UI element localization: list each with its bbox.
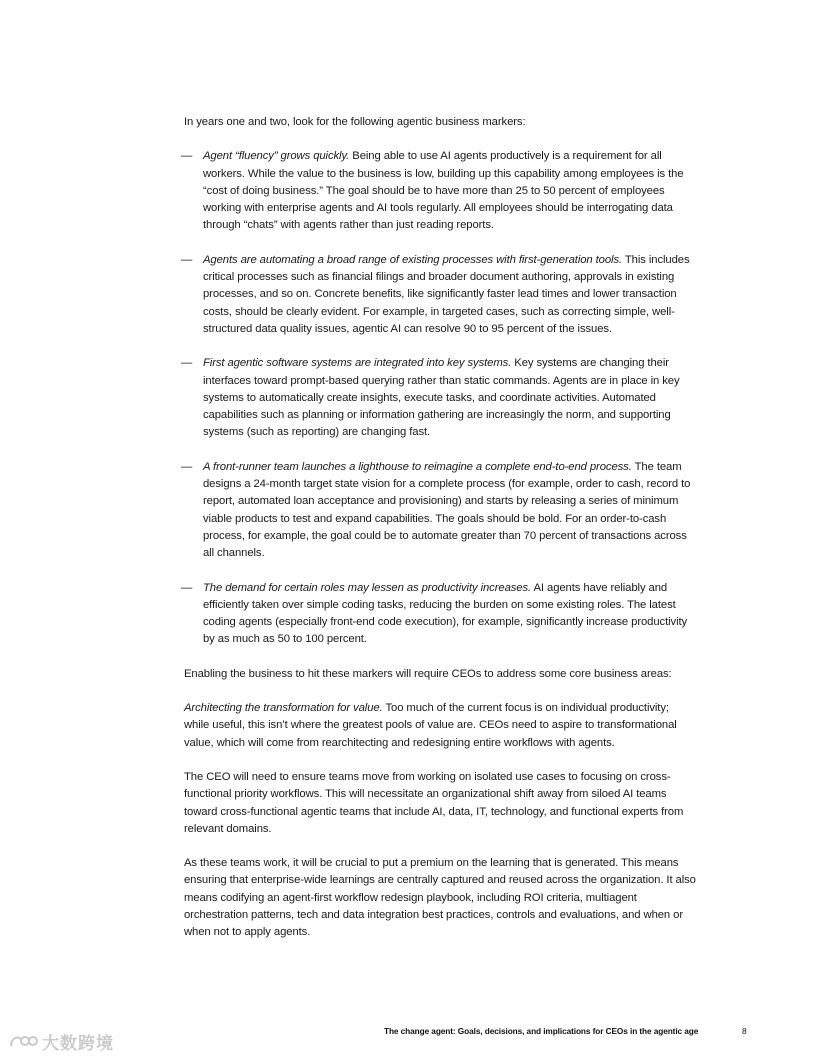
marker-item: [181, 459, 696, 563]
watermark-text: 大数跨境: [42, 1034, 114, 1053]
marker-body: Key systems are changing their interfaces toward prompt-based querying rather than static commands. Agents are in place in key systems to automatically create insights, execute tasks, and coordinate activities. Automated capabilities such as planning or information gathering are increasingly the norm, and supporting systems (such as reporting) are changing fast.: [203, 357, 680, 439]
ceo-paragraph: The CEO will need to ensure teams move from working on isolated use cases to focusing on cross-functional priority workflows. This will necessitate an organizational shift away from siloed AI teams toward cross-functional agentic teams that include AI, data, IT, technology, and functional experts from relevant domains.: [184, 770, 684, 835]
marker-item: [181, 148, 696, 234]
page-number: 8: [742, 1026, 747, 1036]
marker-lead: The demand for certain roles may lessen as productivity increases.: [203, 581, 532, 594]
dash-bullet: —: [181, 357, 193, 370]
marker-lead: A front-runner team launches a lighthouse to reimagine a complete end-to-end process.: [203, 460, 632, 473]
footer-title: The change agent: Goals, decisions, and implications for CEOs in the agentic age: [384, 1026, 699, 1036]
dash-bullet: —: [181, 150, 193, 163]
marker-body: AI agents have reliably and efficiently taken over simple coding tasks, reducing the burden on some existing roles. The latest coding agents (especially front-end code execution), for example, significantly increase productivity by as much as 50 to 100 percent.: [203, 581, 688, 646]
marker-lead: Agent “fluency” grows quickly.: [203, 150, 350, 163]
architecting-paragraph: [184, 700, 696, 752]
marker-item: [181, 355, 696, 441]
marker-lead: Agents are automating a broad range of existing processes with first-generation tools.: [203, 253, 623, 266]
dash-bullet: —: [181, 460, 193, 473]
marker-body: This includes critical processes such as financial filings and broader document authoring, approvals in existing processes, and so on. Concrete benefits, like significantly faster lead times and lower transaction costs, should be clearly evident. For example, in targeted cases, such as correcting simple, well-structured data quality issues, agentic AI can resolve 90 to 95 percent of the issues.: [203, 253, 690, 335]
intro-paragraph: In years one and two, look for the following agentic business markers:: [184, 116, 526, 128]
marker-body: Being able to use AI agents productively is a requirement for all workers. While the value to the business is low, building up this capability among employees is the “cost of doing business.” The goal should be to have more than 25 to 50 percent of employees working with enterprise agents and AI tools regularly. All employees should be interrogating data through “chats” with agents rather than just reading reports.: [203, 150, 684, 232]
dash-bullet: —: [181, 581, 193, 594]
marker-lead: First agentic software systems are integrated into key systems.: [203, 357, 512, 370]
architecting-body: Too much of the current focus is on individual productivity; while useful, this isn’t where the greatest pools of value are. CEOs need to aspire to transformational value, which will come from rearchitecting and redesigning entire workflows with agents.: [184, 702, 677, 749]
document-body: [181, 114, 696, 942]
watermark-logo-icon: [8, 1032, 38, 1052]
marker-body: The team designs a 24-month target state vision for a complete process (for example, order to cash, record to report, automated loan acceptance and provisioning) and starts by releasing a series of minimum viable products to test and expand capabilities. The goals should be bold. For an order-to-cash process, for example, the goal could be to automate greater than 70 percent of transactions across all channels.: [203, 460, 691, 560]
architecting-lead: Architecting the transformation for value.: [184, 702, 383, 715]
marker-item: [181, 252, 696, 338]
dash-bullet: —: [181, 253, 193, 266]
teams-paragraph: As these teams work, it will be crucial to put a premium on the learning that is generated. This means ensuring that enterprise-wide learnings are centrally captured and reused across the organization. It also means codifying an agent-first workflow redesign playbook, including ROI criteria, multiagent orchestration patterns, tech and data integration best practices, controls and evaluations, and when or when not to apply agents.: [184, 857, 696, 939]
marker-item: [181, 580, 696, 649]
enabling-paragraph: Enabling the business to hit these markers will require CEOs to address some core business areas:: [184, 667, 672, 680]
watermark: [8, 1029, 114, 1054]
